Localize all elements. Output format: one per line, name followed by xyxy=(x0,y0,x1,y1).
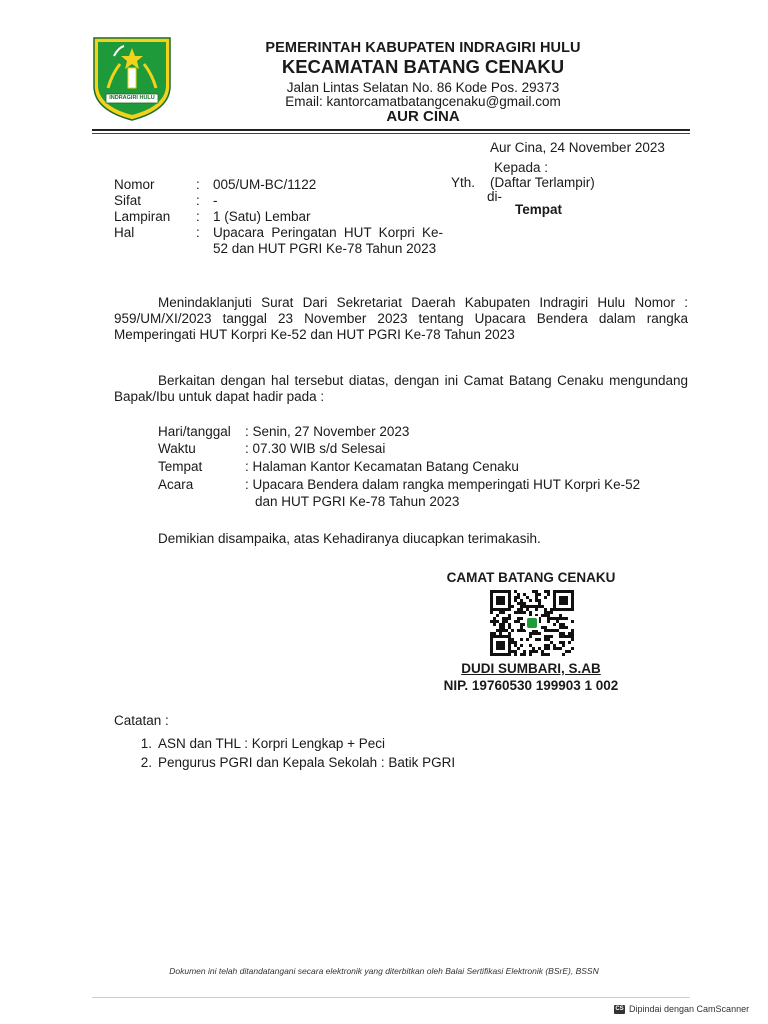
letterhead-divider-thick xyxy=(92,129,690,131)
signatory-title: CAMAT BATANG CENAKU xyxy=(446,570,616,585)
letter-date: Aur Cina, 24 November 2023 xyxy=(490,140,665,155)
waktu-label: Waktu xyxy=(158,441,196,456)
lampiran-value: 1 (Satu) Lembar xyxy=(213,209,311,224)
hal-value: Upacara Peringatan HUT Korpri Ke-52 dan HUT PGRI Ke-78 Tahun 2023 xyxy=(213,225,443,256)
nomor-value: 005/UM-BC/1122 xyxy=(213,177,317,192)
acara-value-continued: dan HUT PGRI Ke-78 Tahun 2023 xyxy=(255,494,460,509)
emblem-shield-icon xyxy=(92,34,172,122)
hal-label: Hal xyxy=(114,225,135,240)
waktu-value: : 07.30 WIB s/d Selesai xyxy=(245,441,386,456)
notes-heading: Catatan : xyxy=(114,713,169,728)
sifat-value: - xyxy=(213,193,218,208)
letterhead-email: Email: kantorcamatbatangcenaku@gmail.com xyxy=(285,94,561,109)
recipient-di: di- xyxy=(487,189,503,204)
regency-emblem-logo xyxy=(92,34,172,122)
letterhead-district: KECAMATAN BATANG CENAKU xyxy=(281,56,565,77)
hari-label: Hari/tanggal xyxy=(158,424,231,439)
lampiran-colon: : xyxy=(196,209,200,224)
esign-footer-note: Dokumen ini telah ditandatangani secara elektronik yang diterbitkan oleh Balai Sertifikasi Elektronik (BSrE), BSSN xyxy=(169,966,599,976)
hal-colon: : xyxy=(196,225,200,240)
recipient-yth: Yth. xyxy=(451,175,476,190)
note-number: 2. xyxy=(140,755,152,770)
camscanner-watermark xyxy=(614,1004,749,1014)
signatory-name: DUDI SUMBARI, S.AB xyxy=(461,661,601,676)
body-paragraph-1: Menindaklanjuti Surat Dari Sekretariat Daerah Kabupaten Indragiri Hulu Nomor : 959/UM/XI/2023 tanggal 23 November 2023 tentang Upacara Bendera dalam rangka Memperingati HUT Korpri Ke-52 dan HUT PGRI Ke-78 Tahun 2023 xyxy=(114,295,688,342)
note-item: Pengurus PGRI dan Kepala Sekolah : Batik PGRI xyxy=(158,755,456,770)
logo-ribbon-text: INDRAGIRI HULU xyxy=(109,95,155,101)
acara-label: Acara xyxy=(158,477,194,492)
qr-code-icon xyxy=(490,590,574,656)
letterhead-government: PEMERINTAH KABUPATEN INDRAGIRI HULU xyxy=(265,40,581,56)
note-number: 1. xyxy=(140,736,152,751)
camscanner-text: Dipindai dengan CamScanner xyxy=(629,1004,750,1014)
footer-divider xyxy=(92,997,690,998)
recipient-kepada: Kepada : xyxy=(494,160,549,175)
sifat-label: Sifat xyxy=(114,193,142,208)
nomor-label: Nomor xyxy=(114,177,155,192)
letterhead-town: AUR CINA xyxy=(386,108,460,125)
body-paragraph-2: Berkaitan dengan hal tersebut diatas, dengan ini Camat Batang Cenaku mengundang Bapak/Ibu untuk dapat hadir pada : xyxy=(114,373,688,404)
recipient-place: Tempat xyxy=(515,202,563,217)
hari-value: : Senin, 27 November 2023 xyxy=(245,424,410,439)
letterhead-divider-thin xyxy=(92,133,690,134)
lampiran-label: Lampiran xyxy=(114,209,171,224)
recipient-name: (Daftar Terlampir) xyxy=(490,175,595,190)
tempat-value: : Halaman Kantor Kecamatan Batang Cenaku xyxy=(245,459,519,474)
letterhead-address: Jalan Lintas Selatan No. 86 Kode Pos. 29373 xyxy=(286,80,560,95)
tempat-label: Tempat xyxy=(158,459,203,474)
note-item: ASN dan THL : Korpri Lengkap + Peci xyxy=(158,736,386,751)
qr-code-signature xyxy=(490,590,574,656)
signatory-nip: NIP. 19760530 199903 1 002 xyxy=(443,678,619,693)
sifat-colon: : xyxy=(196,193,200,208)
nomor-colon: : xyxy=(196,177,200,192)
camscanner-icon: CS xyxy=(615,1005,624,1012)
closing-sentence: Demikian disampaika, atas Kehadiranya diucapkan terimakasih. xyxy=(158,531,541,546)
acara-value: : Upacara Bendera dalam rangka memperingati HUT Korpri Ke-52 xyxy=(245,477,641,492)
